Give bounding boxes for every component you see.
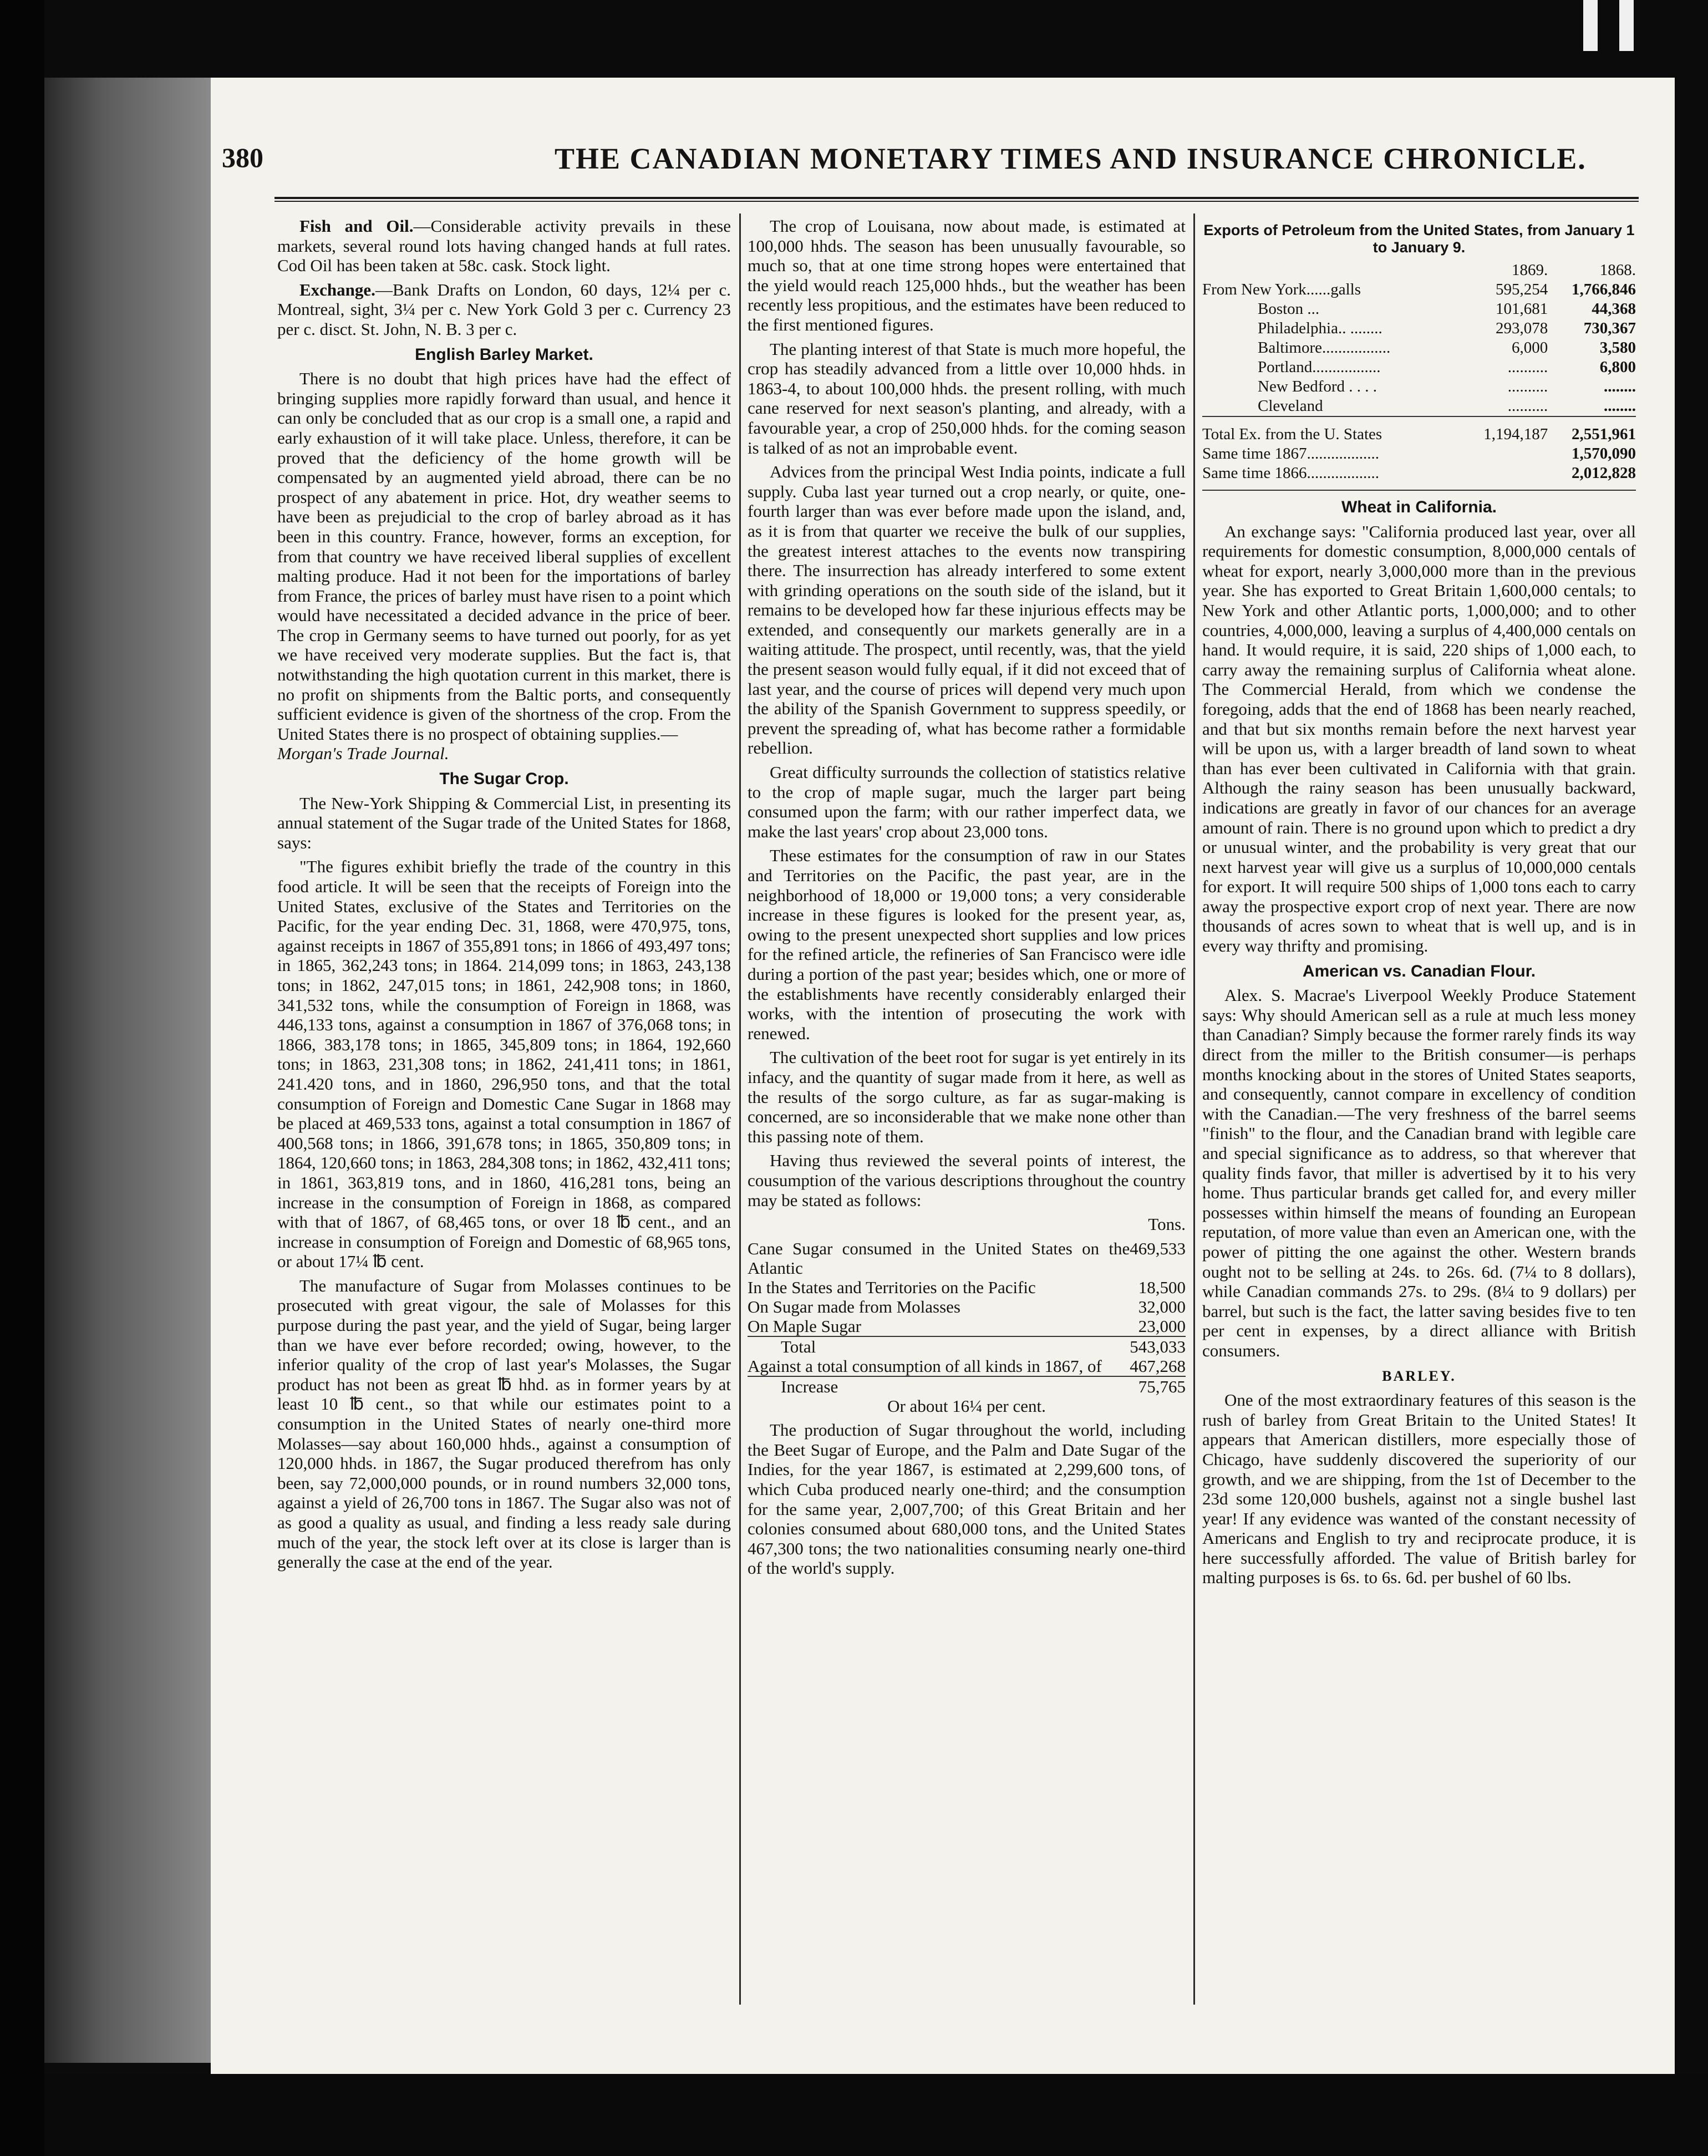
row-value-1868: 6,800 [1599, 358, 1636, 376]
table-row [1202, 396, 1636, 416]
row-label: Baltimore................. [1258, 339, 1391, 357]
total-label: Total [748, 1336, 1130, 1356]
row-value-1869: .......... [1507, 358, 1548, 376]
english-barley-text: There is no doubt that high prices have had the effect of bringing supplies more rapidly forward than usual, and hence it can only be concluded that as our crop is a small one, a rapid and early exhaustion of it will take place. Unless, therefore, it can be proved that the deficiency of the home growth will be compensated by an augmented yield abroad, there can be no prospect of any abatement in price. Hot, dry weather seems to have been as prejudicial to the crop of barley abroad as it has been in this country. France, however, forms an exception, for from that country we have received liberal supplies of excellent malting produce. Had it not been for the importations of barley from France, the prices of barley must have risen to a point which would have necessitated a decided advance in the price of beer. The crop in Germany seems to have turned out poorly, for as yet we have received very moderate supplies. But the fact is, that notwithstanding the high quotation current in this market, there is no profit on shipments from the Baltic ports, and consequently sufficient evidence is given of the shortness of the crop. From the United States there is no prospect of obtaining supplies.— [277, 369, 731, 744]
fish-label: Fish and Oil. [299, 216, 414, 236]
table-row [748, 1316, 1186, 1336]
english-barley-heading: English Barley Market. [415, 345, 593, 364]
table-row [1202, 280, 1636, 299]
row-value: 32,000 [1138, 1296, 1186, 1316]
page-binding-shadow [44, 78, 211, 2063]
row-label: Boston ... [1258, 300, 1320, 318]
row-value-1868: 1,766,846 [1572, 281, 1636, 298]
row-value-1868: ........ [1604, 378, 1636, 395]
page-number: 380 [222, 142, 263, 173]
table-row [1202, 358, 1636, 377]
total-value-1869: 1,194,187 [1460, 416, 1548, 444]
beet-root-paragraph: The cultivation of the beet root for sugar is yet entirely in its infacy, and the quantity of sugar made from it here, as well as the results of the sorgo culture, as far as sugar-making is concerned, are so inconsiderable that we make none other than this passing note of them. [748, 1048, 1186, 1146]
sugar-consumption-table [748, 1239, 1186, 1396]
column-divider-2 [1193, 213, 1195, 2005]
increase-label: Increase [748, 1376, 1130, 1396]
masthead-title: THE CANADIAN MONETARY TIMES AND INSURANCE CHRONICLE. [555, 142, 1587, 175]
bottom-black-margin [44, 2074, 1708, 2156]
row-label: New Bedford . . . . [1258, 378, 1377, 395]
pacific-paragraph: These estimates for the consumption of raw in our States and Territories on the Pacific, the past year, are in the neighborhood of 18,000 or 19,000 tons; a very considerable increase in these figures is looked for the present year, as, owing to the present unexpected short supplies and low prices for the refined article, the refineries of San Francisco were idle during a portion of the past year; besides which, one or more of the establishments have recently considerably enlarged their works, with the intention of prosecuting the work with renewed. [748, 846, 1186, 1043]
increase-row [748, 1376, 1186, 1396]
left-black-margin [0, 0, 44, 2156]
column-1 [277, 216, 731, 1577]
row-value-1868: 2,012,828 [1572, 464, 1636, 482]
page-header [222, 125, 1641, 175]
row-value: 469,533 [1130, 1238, 1186, 1258]
petroleum-exports-table [1202, 261, 1636, 483]
barley-heading: BARLEY. [1382, 1367, 1456, 1384]
tons-column-header: Tons. [1148, 1214, 1186, 1234]
total-value: 543,033 [1130, 1336, 1186, 1356]
table-row [748, 1239, 1186, 1278]
barley-text: One of the most extraordinary features of this season is the rush of barley from Great Britain to the United States! It appears that American distillers, more especially those of Chicago, have suddenly discovered the superiority of our growth, and we are shipping, from the 1st of December to the 23d some 120,000 bushels, against not a single bushel last year! If any evidence was wanted of the constant necessity of Americans and English to try and reciprocate produce, it is here successfully afforded. The value of British barley for malting purposes is 6s. to 6s. 6d. per bushel of 60 lbs. [1202, 1390, 1636, 1588]
row-label: Same time 1867.................. [1202, 445, 1379, 462]
about-percent-note: Or about 16¼ per cent. [887, 1396, 1046, 1416]
table-row [1202, 299, 1636, 319]
against-label: Against a total consumption of all kinds in 1867, of [748, 1356, 1102, 1376]
review-paragraph: Having thus reviewed the several points of interest, the cousumption of the various descriptions throughout the country may be stated as follows: [748, 1151, 1186, 1210]
sugar-intro: The New-York Shipping & Commercial List, in presenting its annual statement of the Sugar trade of the United States for 1868, says: [277, 793, 731, 852]
row-value-1869: 595,254 [1495, 281, 1548, 298]
world-production-paragraph: The production of Sugar throughout the world, including the Beet Sugar of Europe, and the Palm and Date Sugar of the Indies, for the year 1867, is estimated at 2,299,600 tons, of which Cuba produced nearly one-third; and the consumption for the same year, 2,007,700; of this Great Britain and her colonies consumed about 680,000 tons, and the United States 467,300 tons; the two nationalities consuming nearly one-third of the world's supply. [748, 1420, 1186, 1578]
row-value-1869: .......... [1507, 397, 1548, 415]
row-value-1869 [1460, 444, 1548, 464]
petroleum-exports-heading: Exports of Petroleum from the United States, from January 1 to January 9. [1203, 222, 1635, 256]
year-1868-header: 1868. [1599, 261, 1636, 279]
row-value-1869: .......... [1507, 378, 1548, 395]
table-header-row [1202, 261, 1636, 280]
row-value-1868: ........ [1604, 397, 1636, 415]
barley-source: Morgan's Trade Journal. [277, 744, 449, 764]
row-value-1869: 6,000 [1511, 339, 1548, 357]
table-row [748, 1297, 1186, 1316]
exchange-text: —Bank Drafts on London, 60 days, 12¼ per c. Montreal, sight, 3¼ per c. New York Gold 3 per c. Currency 23 per c. disct. St. John, N. B. 3 per c. [277, 279, 731, 339]
fish-text: —Considerable activity prevails in these markets, several round lots having changed hands at full rates. Cod Oil has been taken at 58c. cask. Stock light. [277, 216, 731, 276]
row-label: On Sugar made from Molasses [748, 1296, 960, 1316]
against-row [748, 1356, 1186, 1376]
row-label: Same time 1866.................. [1202, 464, 1379, 482]
exchange-label: Exchange. [299, 279, 375, 299]
table-row [1202, 319, 1636, 338]
total-value-1868: 2,551,961 [1548, 416, 1636, 444]
row-value-1868: 44,368 [1592, 300, 1636, 318]
fish-and-oil-paragraph [277, 216, 731, 276]
sugar-crop-heading: The Sugar Crop. [439, 770, 569, 789]
row-value-1868: 3,580 [1599, 339, 1636, 357]
exchange-paragraph [277, 280, 731, 339]
wheat-california-text: An exchange says: "California produced last year, over all requirements for domestic consumption, 8,000,000 centals of wheat for export, nearly 3,000,000 more than in the previous year. She has exported to Great Britain 1,600,000 centals; to New York and other Atlantic ports, 1,000,000; and to other countries, 4,000,000, leaving a surplus of 4,400,000 centals on hand. It would require, it is said, 220 ships of 1,000 each, to carry away the remaining surplus of California wheat alone. The Commercial Herald, from which we condense the foregoing, adds that the end of 1868 has been nearly reached, and that but six months remain before the next harvest year will be upon us, with a larger breadth of land sown to wheat than has ever been cultivated in California with that grain. Although the rainy season has been unusually backward, indications are greatly in favor of our chances for an average amount of rain. There is no ground upon which to predict a dry or unusual winter, and the probability is very great that our next harvest year will give us a surplus of 10,000,000 centals for export. It will require 500 ships of 1,000 tons each to carry away the prospective export crop of next year. There are now thousands of acres sown to wheat that is well up, and is in every way thrifty and promising. [1202, 521, 1636, 956]
row-label: From New York......galls [1202, 281, 1361, 298]
row-label: On Maple Sugar [748, 1316, 861, 1336]
scan-mark-right [1619, 0, 1634, 51]
header-rule-thin [274, 201, 1639, 202]
row-label: Philadelphia.. ........ [1258, 319, 1382, 337]
against-value: 467,268 [1130, 1356, 1186, 1376]
flour-text: Alex. S. Macrae's Liverpool Weekly Produce Statement says: Why should American sell as a rule at much less money than Canadian? Simply because the former rarely finds its way direct from the miller to the British consumer—is perhaps months knocking about in the stores of United States seaports, and consequently, cannot compare in excellency of condition with the Canadian.—The very freshness of the barrel seems "finish" to the flour, and the Canadian brand with legible care and special significance as to address, so that wherever that quality finds favor, that miller is advertised by it to his very home. Thus particular brands get called for, and every miller possesses within himself the means of founding an European reputation, of more value than even an American one, with the power of pitting the one against the other. Western brands ought not to be selling at 24s. to 26s. 6d. (7¼ to 8 dollars), while Canadian commands 27s. to 29s. (8¼ to 9 dollars) per barrel, but such is the fact, the latter saving besides five to ten per cent in expenses, by a direct alliance with British consumers. [1202, 985, 1636, 1360]
table-row [1202, 377, 1636, 396]
increase-value: 75,765 [1130, 1376, 1186, 1396]
blank-header-cell [1202, 261, 1460, 280]
row-value-1868: 1,570,090 [1572, 445, 1636, 462]
total-label: Total Ex. from the U. States [1202, 416, 1460, 444]
wheat-california-heading: Wheat in California. [1341, 498, 1497, 516]
maple-sugar-paragraph: Great difficulty surrounds the collection of statistics relative to the crop of maple sugar, much the larger part being consumed upon the farm; with our rather imperfect data, we make the last years' crop about 23,000 tons. [748, 762, 1186, 841]
column-3 [1202, 216, 1636, 1592]
row-value-1869: 293,078 [1495, 319, 1548, 337]
sugar-quote: "The figures exhibit briefly the trade of the country in this food article. It will be seen that the receipts of Foreign into the United States, exclusive of the States and Territories on the Pacific, for the year ending Dec. 31, 1868, were 470,975, tons, against receipts in 1867 of 355,891 tons; in 1866 of 493,497 tons; in 1865, 362,243 tons; in 1864. 214,099 tons; in 1863, 243,138 tons; in 1862, 247,015 tons; in 1861, 242,908 tons; in 1860, 341,532 tons, while the consumption of Foreign in 1868, was 446,133 tons, against a consumption in 1867 of 376,068 tons; in 1866, 383,178 tons; in 1865, 345,809 tons; in 1864, 192,660 tons; in 1863, 231,308 tons; in 1862, 241,411 tons; in 1861, 241.420 tons, and in 1860, 296,950 tons, and that the total consumption of Foreign and Domestic Cane Sugar in 1868 may be placed at 469,533 tons, against a total consumption in 1867 of 400,568 tons; in 1866, 391,678 tons; in 1865, 350,809 tons; in 1864, 120,660 tons; in 1863, 284,308 tons; in 1862, 432,411 tons; in 1861, 363,819 tons, and in 1860, 416,281 tons, being an increase in the consumption of Foreign in 1868, as compared with that of 1867, of 68,465 tons, or over 18 ℔ cent., and an increase in consumption of Foreign and Domestic of 68,965 tons, or about 17¼ ℔ cent. [277, 857, 731, 1272]
row-value-1868: 730,367 [1583, 319, 1636, 337]
table-row [1202, 338, 1636, 358]
header-rule [274, 197, 1639, 199]
west-india-paragraph: Advices from the principal West India points, indicate a full supply. Cuba last year turned out a crop nearly, or quite, one-fourth larger than was ever before made upon the island, and, as it is from that quarter we receive the bulk of our supplies, the greatest interest attaches to the events now transpiring there. The insurrection has already interfered to some extent with grinding operations on the south side of the island, but it remains to be developed how far these injurious effects may be extended, and consequently our markets generally are in a waiting attitude. The prospect, until recently, was, that the yield the present season would fully equal, if it did not exceed that of last year, and the course of prices will depend very much upon the ability of the Spanish Government to suppress speedily, or prevent the spreading of, what has become rather a formidable rebellion. [748, 462, 1186, 758]
table-row [1202, 444, 1636, 464]
total-row [1202, 416, 1636, 444]
year-1869-header: 1869. [1511, 261, 1548, 279]
table-bottom-rule [1202, 483, 1636, 491]
molasses-paragraph: The manufacture of Sugar from Molasses continues to be prosecuted with great vigour, the sale of Molasses for this purpose during the past year, and the yield of Sugar, being larger than we have ever before recorded; owing, however, to the inferior quality of the crop of last year's Molasses, the Sugar product has not been as great ℔ hhd. as in former years by at least 10 ℔ cent., so that while our estimates point to a consumption in the United States of nearly one-third more Molasses—say about 160,000 hhds., against a consumption of 120,000 hhds. in 1867, the Sugar produced therefrom has only been, say 72,000,000 pounds, or in round numbers 32,000 tons, against a yield of 26,700 tons in 1867. The Sugar also was not of as good a quality as usual, and finding a less ready sale during much of the year, the stock left over at its close is larger than is generally the case at the end of the year. [277, 1275, 731, 1572]
row-label: Cane Sugar consumed in the United States on the Atlantic [748, 1238, 1130, 1278]
american-canadian-flour-heading: American vs. Canadian Flour. [1302, 962, 1536, 980]
row-value: 23,000 [1138, 1316, 1186, 1336]
louisiana-paragraph: The crop of Louisana, now about made, is estimated at 100,000 hhds. The season has been unusually favourable, so much so, that at one time strong hopes were entertained that the yield would reach 125,000 hhds., but the weather has been recently less propitious, and the estimates have been reduced to the first mentioned figures. [748, 216, 1186, 334]
row-label: In the States and Territories on the Pacific [748, 1277, 1036, 1297]
column-2 [748, 216, 1186, 1583]
row-label: Cleveland [1258, 397, 1323, 415]
row-value-1869: 101,681 [1495, 300, 1548, 318]
total-row [748, 1336, 1186, 1356]
planting-paragraph: The planting interest of that State is much more hopeful, the crop has steadily advanced from a little over 10,000 hhds. in 1863-4, to about 100,000 hhds. the present rolling, with much cane reserved for next season's planting, and already, with a favourable year, a crop of 250,000 hhds. for the coming season is talked of as not an improbable event. [748, 339, 1186, 457]
row-value: 18,500 [1138, 1277, 1186, 1297]
row-label: Portland................. [1258, 358, 1381, 376]
table-row [748, 1278, 1186, 1297]
column-divider-1 [739, 213, 741, 2005]
table-row [1202, 464, 1636, 483]
row-value-1869 [1460, 464, 1548, 483]
scan-mark-left [1583, 0, 1598, 51]
